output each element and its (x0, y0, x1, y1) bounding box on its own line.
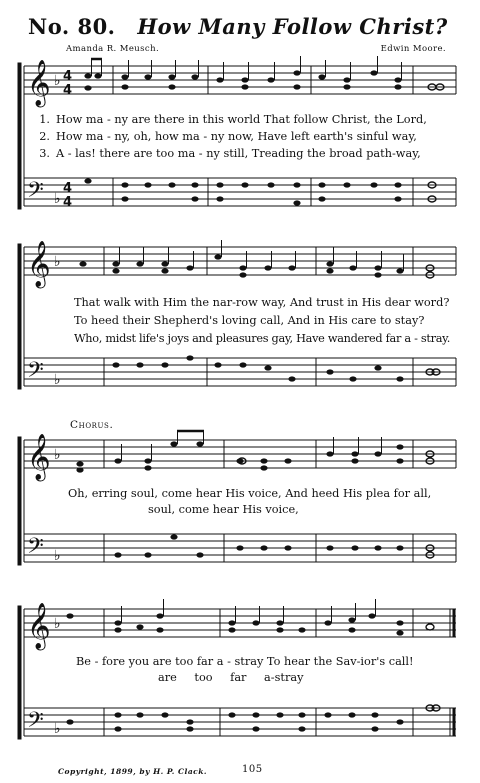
treble-clef-icon: 𝄞 (27, 60, 51, 106)
verse-3-line-1: 3. A - las! there are too ma - ny still, Treading the broad path-way, (39, 147, 421, 160)
staff-system4-treble (24, 609, 456, 637)
flat-icon: ♭ (54, 447, 61, 463)
treble-clef-icon: 𝄞 (27, 434, 51, 480)
chorus-line-2-alto: are too far a-stray (158, 671, 304, 684)
staff-system2-treble (24, 247, 456, 275)
page-number: 105 (242, 764, 263, 775)
system-brackets (18, 63, 24, 739)
flat-icon: ♭ (54, 191, 61, 207)
hymn-number: No. 80. (28, 14, 116, 39)
flat-icon: ♭ (54, 73, 61, 89)
verse-3-line-2: Who, midst life's joys and pleasures gay, Have wandered far a - stray. (74, 332, 451, 345)
chorus-line-1: Oh, erring soul, come hear His voice, And heed His plea for all, (68, 487, 432, 500)
verse-1-line-2: That walk with Him the nar-row way, And trust in His dear word? (74, 296, 450, 309)
verse-2-line-2: To heed their Shepherd's loving call, And in His care to stay? (74, 314, 425, 327)
flat-icon: ♭ (54, 254, 61, 270)
verse-2-line-1: 2. How ma - ny, oh, how ma - ny now, Have left earth's sinful way, (39, 130, 417, 143)
flat-icon: ♭ (54, 372, 61, 388)
hymn-title: How Many Follow Christ? (137, 14, 448, 39)
bass-clef-icon: 𝄢 (27, 534, 44, 564)
time-signature: 4 (63, 83, 73, 98)
time-signature: 4 (63, 195, 73, 210)
flat-icon: ♭ (54, 616, 61, 632)
staff-system4-bass (24, 708, 456, 736)
flat-icon: ♭ (54, 548, 61, 564)
chorus-line-2: Be - fore you are too far a - stray To hear the Sav-ior's call! (76, 655, 414, 668)
time-signature: 4 (63, 69, 73, 84)
treble-clef-icon: 𝄞 (27, 241, 51, 287)
treble-clef-icon: 𝄞 (27, 603, 51, 649)
bass-clef-icon: 𝄢 (27, 178, 44, 208)
noteheads (66, 70, 403, 731)
bass-clef-icon: 𝄢 (27, 358, 44, 388)
copyright-notice: Copyright, 1899, by H. P. Clack. (58, 767, 208, 776)
composer-credit: Edwin Moore. (380, 44, 446, 54)
time-signature: 4 (63, 181, 73, 196)
staff-system2-bass (24, 358, 456, 386)
verse-1-line-1: 1. How ma - ny are there in this world That follow Christ, the Lord, (39, 113, 427, 126)
chorus-line-1-alto: soul, come hear His voice, (148, 503, 299, 516)
lyricist-credit: Amanda R. Meusch. (66, 44, 160, 54)
bass-clef-icon: 𝄢 (27, 708, 44, 738)
flat-icon: ♭ (54, 721, 61, 737)
chorus-label: Chorus. (70, 419, 114, 431)
